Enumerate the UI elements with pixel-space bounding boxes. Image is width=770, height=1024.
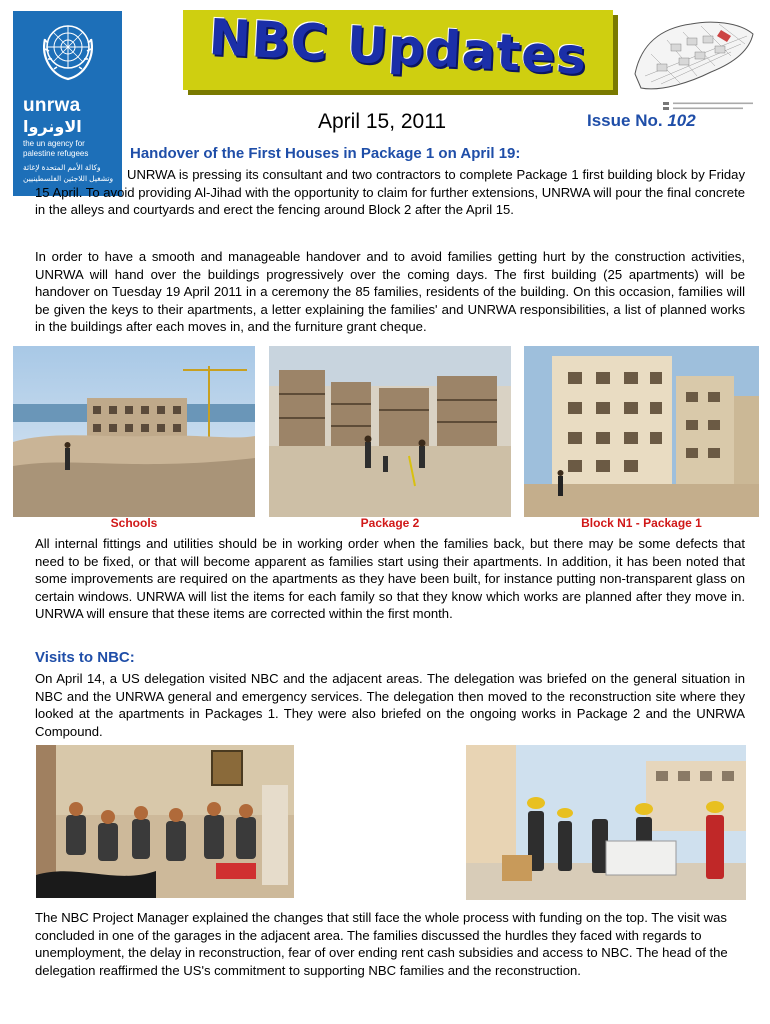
unrwa-tagline-en: the un agency for palestine refugees (23, 139, 89, 158)
section-heading-handover: Handover of the First Houses in Package 1 on April 19: (130, 145, 521, 162)
unrwa-tagline-ar: وكالة الأمم المتحدة لإغاثة وتشغيل اللاجئين الفلسطينيين (23, 163, 114, 183)
section-heading-visits: Visits to NBC: (35, 649, 135, 666)
photo-schools (13, 346, 255, 517)
site-map-image (631, 14, 757, 109)
un-emblem-icon (39, 17, 97, 91)
photo-block-n1 (524, 346, 759, 517)
issue-number (587, 111, 696, 131)
handover-paragraph-2: In order to have a smooth and manageable handover and to avoid families getting hurt by the construction activities, UNRWA will hand over the buildings progressively over the coming days. The first building (25 apartments) will be handover on Tuesday 19 April 2011 in a ceremony the 85 families, residents of the building. On this occasion, families will be given the keys to their apartments, a letter explaining the families' and UNRWA responsibilities, a list of planned works in the buildings after each moves in, and the furniture grant cheque. (35, 249, 745, 335)
photo-package-2 (269, 346, 511, 517)
issue-number-value: 102 (667, 111, 696, 130)
photo-site-visit (466, 745, 746, 900)
caption-schools: Schools (110, 516, 158, 530)
visits-paragraph-1: On April 14, a US delegation visited NBC and the adjacent areas. The delegation was briefed on the general situation in NBC and the UNRWA general and emergency services. The delegation then moved to the reconstruction site where they looked at the apartments in Packages 1. They were also briefed on the ongoing works in Package 2 and the UNRWA Compound. (35, 671, 745, 739)
unrwa-name-en: unrwa (23, 95, 81, 116)
masthead-banner (183, 10, 613, 90)
issue-label: Issue No. (587, 111, 663, 130)
photo-meeting (36, 745, 294, 898)
caption-package-2: Package 2 (360, 516, 420, 530)
issue-date: April 15, 2011 (318, 110, 447, 133)
caption-block-n1: Block N1 - Package 1 (581, 516, 702, 530)
handover-paragraph-1: UNRWA is pressing its consultant and two contractors to complete Package 1 first building block by Friday 15 April. To avoid providing Al-Jihad with the opportunity to claim for further extensions, UNRWA will pour the final concrete in the alleys and courtyards and erect the fencing around Block 2 after the April 15. (35, 167, 745, 218)
visits-paragraph-2: The NBC Project Manager explained the changes that still face the whole process with funding on the top. The visit was concluded in one of the garages in the adjacent area. The families discussed the hurdles they faced with regards to unemployment, the delay in reconstruction, fear of over ending rent cash subsidies and access to NBC. The head of the delegation reaffirmed the US's commitment to supporting NBC families and the reconstruction. (35, 910, 728, 978)
unrwa-name-ar: الاونروا (23, 119, 82, 136)
newsletter-title: NBC Updates (207, 8, 589, 86)
handover-paragraph-3: All internal fittings and utilities should be in working order when the families back, but there may be some defects that need to be fixed, or that will become apparent as families start using their apartments. In addition, it has been noted that some improvements are required on the apartments as they have been built, for instance putting non-transparent glass on certain windows. UNRWA will list the items for each family so that they know which works are planned after they move in. UNRWA will ensure that these items are corrected within the first month. (35, 536, 745, 622)
